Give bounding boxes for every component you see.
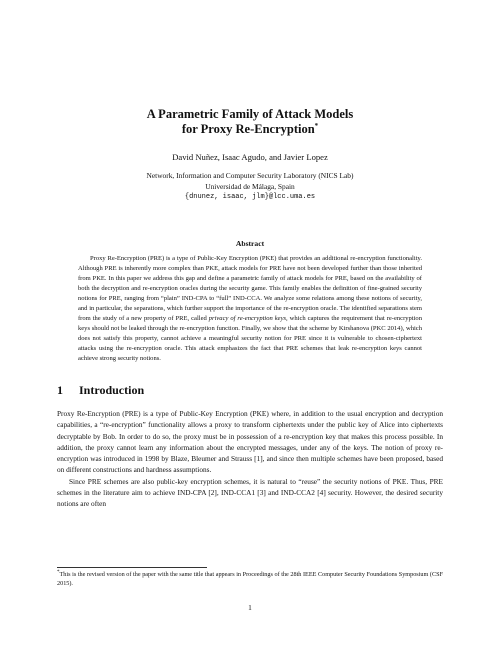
section-title: Introduction — [79, 383, 145, 397]
paper-title-line-2 — [40, 122, 460, 137]
abstract-paragraph — [78, 254, 422, 365]
page-number: 1 — [248, 603, 252, 612]
paper-title-line-1 — [40, 107, 460, 122]
abstract-heading: Abstract — [235, 239, 265, 248]
footnote-rule — [57, 567, 207, 568]
abstract-text-b: , which captures the requirement that re-encryption keys should not be leaked through the re-encryption function. Finally, we show that the scheme by Kirshanova (PKC 2014), which does not satisfy this property, cannot achieve a meaningful security notion for PRE since it is vulnerable to chosen-ciphertext attacks using the re-encryption oracle. This attack emphasizes the fact that PRE schemes that leak re-encryption keys cannot achieve strong security notions. — [78, 315, 422, 363]
title-footnote-mark: * — [314, 121, 319, 130]
footnote — [57, 571, 443, 588]
abstract-body — [78, 254, 422, 365]
section-heading — [57, 383, 144, 398]
footnote-mark: * — [57, 569, 60, 575]
affiliation — [40, 171, 460, 203]
title-text-2: for Proxy Re-Encryption — [181, 122, 315, 136]
affiliation-email: {dnunez, isaac, jlm}@lcc.uma.es — [184, 193, 316, 202]
affiliation-lab: Network, Information and Computer Security Laboratory (NICS Lab) — [146, 171, 354, 180]
body-paragraph-2: Since PRE schemes are also public-key encryption schemes, it is natural to “reuse” the security notions of PKE. Thus, PRE schemes in the literature aim to achieve IND-CPA [2], IND-CCA1 [3] and IND-CCA2 [4] security. However, the desired security notions are often — [57, 476, 443, 509]
affiliation-university: Universidad de Málaga, Spain — [205, 181, 295, 191]
footnote-text: This is the revised version of the paper with the same title that appears in Proceedings of the 28th IEEE Computer Security Foundations Symposium (CSF 2015). — [57, 571, 443, 587]
section-body — [57, 408, 443, 510]
body-paragraph-1: Proxy Re-Encryption (PRE) is a type of Public-Key Encryption (PKE) where, in addition to the usual encryption and decryption capabilities, a “re-encryption” functionality allows a proxy to transform ciphertexts under the public key of Alice into ciphertexts decryptable by Bob. In order to do so, the proxy must be in possession of a re-encryption key that makes this process possible. In addition, the proxy cannot learn any information about the encrypted messages, under any of the keys. The notion of proxy re-encryption was introduced in 1998 by Blaze, Bleumer and Strauss [1], and since then multiple schemes have been proposed, based on different constructions and hardness assumptions. — [57, 409, 443, 475]
author-list: David Nuñez, Isaac Agudo, and Javier Lopez — [172, 152, 328, 162]
abstract-text-a: Proxy Re-Encryption (PRE) is a type of Public-Key Encryption (PKE) that provides an additional re-encryption functionality. Although PRE is inherently more complex than PKE, attack models for PRE have not been developed further than those inherited from PKE. In this paper we address this gap and define a parametric family of attack models for PRE, based on the availability of both the decryption and re-encryption oracles during the security game. This family enables the definition of fine-grained security notions for PRE, ranging from “plain” IND-CPA to “full” IND-CCA. We analyze some relations among these notions of security, and in particular, the separations, which further support the importance of the re-encryption oracle. The identified separations stem from the study of a new property of PRE, called — [78, 255, 422, 323]
abstract-italic-term: privacy of re-encryption keys — [208, 315, 287, 323]
section-number: 1 — [57, 383, 63, 397]
title-text-1: A Parametric Family of Attack Models — [146, 107, 354, 121]
